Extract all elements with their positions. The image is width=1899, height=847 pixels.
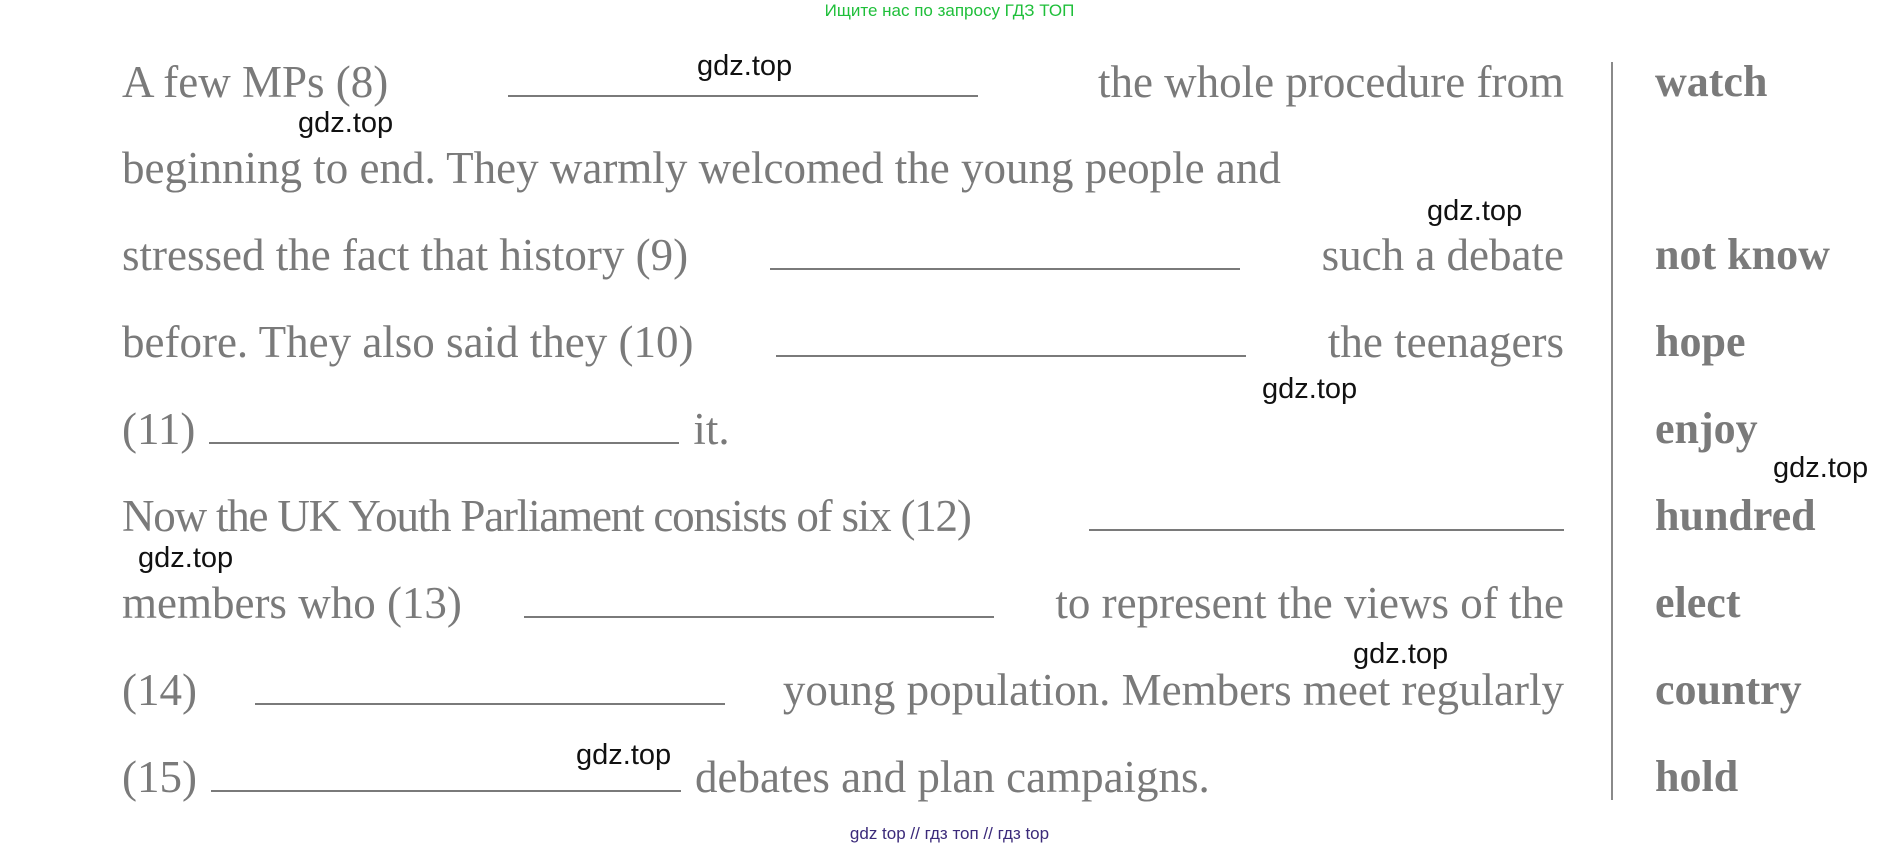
- text-line-2: [122, 140, 1564, 196]
- watermark: gdz.top: [298, 107, 394, 139]
- watermark: gdz.top: [1773, 452, 1869, 484]
- footer-links[interactable]: gdz top // гдз топ // гдз top: [849, 824, 1050, 843]
- word-elect: elect: [1655, 578, 1741, 627]
- line-15-before: (15): [122, 752, 197, 802]
- word-hundred: hundred: [1655, 491, 1816, 540]
- blank-11: [209, 422, 679, 444]
- line-10-after: the teenagers: [1327, 317, 1564, 367]
- text-line-8: [122, 54, 1564, 110]
- line-11-after: it.: [693, 404, 730, 454]
- text-line-12: [122, 488, 1564, 544]
- text-line-15: [122, 749, 1564, 805]
- line-14-after: young population. Members meet regularly: [782, 665, 1564, 715]
- word-enjoy: enjoy: [1655, 404, 1758, 453]
- blank-13: [524, 596, 994, 618]
- text-line-14: [122, 662, 1564, 718]
- line-2-text: beginning to end. They warmly welcomed the young people and: [122, 143, 1281, 193]
- column-divider: [1611, 62, 1613, 800]
- line-13-after: to represent the views of the: [1055, 578, 1564, 628]
- blank-15: [211, 770, 681, 792]
- line-13-before: members who (13): [122, 578, 462, 628]
- blank-10: [776, 335, 1246, 357]
- watermark: gdz.top: [1427, 195, 1523, 227]
- watermark: gdz.top: [1262, 373, 1358, 405]
- word-hold: hold: [1655, 752, 1739, 801]
- line-9-after: such a debate: [1321, 230, 1564, 280]
- search-hint-link[interactable]: Ищите нас по запросу ГДЗ ТОП: [824, 1, 1075, 20]
- word-not-know: not know: [1655, 230, 1830, 279]
- text-line-10: [122, 314, 1564, 370]
- line-14-before: (14): [122, 665, 197, 715]
- watermark: gdz.top: [697, 50, 793, 82]
- word-country: country: [1655, 665, 1802, 714]
- blank-14: [255, 683, 725, 705]
- text-line-11: [122, 401, 1564, 457]
- line-8-after: the whole procedure from: [1097, 57, 1564, 107]
- line-15-after: debates and plan campaigns.: [694, 752, 1210, 802]
- line-8-before: A few MPs (8): [122, 57, 389, 107]
- line-10-before: before. They also said they (10): [122, 317, 694, 367]
- line-9-before: stressed the fact that history (9): [122, 230, 689, 280]
- word-hope: hope: [1655, 317, 1746, 366]
- word-watch: watch: [1655, 57, 1768, 106]
- watermark: gdz.top: [138, 542, 234, 574]
- watermark: gdz.top: [576, 739, 672, 771]
- line-11-before: (11): [122, 404, 196, 454]
- text-line-9: [122, 227, 1564, 283]
- text-line-13: [122, 575, 1564, 631]
- blank-12: [1089, 509, 1564, 531]
- line-12-before: Now the UK Youth Parliament consists of six (12): [122, 491, 971, 541]
- watermark: gdz.top: [1353, 638, 1449, 670]
- blank-9: [770, 248, 1240, 270]
